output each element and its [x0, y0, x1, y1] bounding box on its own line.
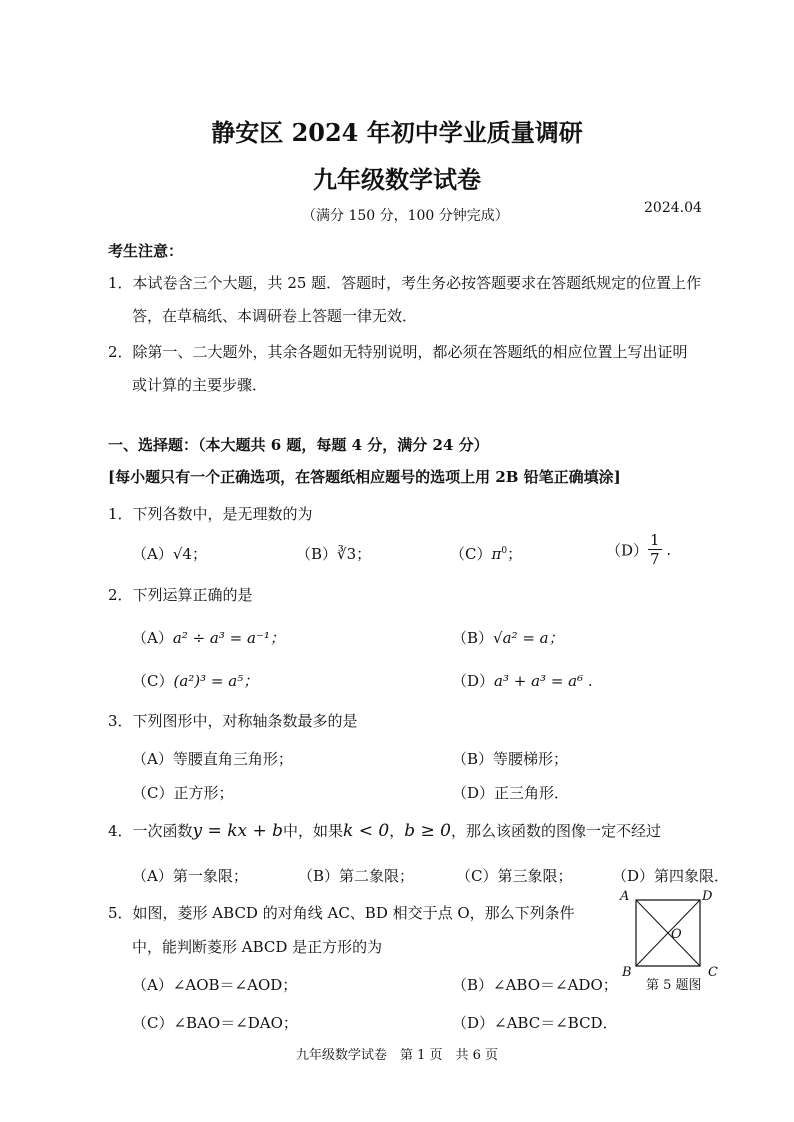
notice-item-1-line-1: 1．本试卷含三个大题，共 25 题．答题时，考生务必按答题要求在答题纸规定的位置上作: [108, 274, 702, 292]
q4-comma: ，: [389, 822, 405, 840]
q2-option-b-expr: √a² = a；: [493, 629, 564, 647]
q4-option-d: （D）第四象限．: [612, 867, 730, 885]
notice-item-2-line-1: 2．除第一、二大题外，其余各题如无特别说明，都必须在答题纸的相应位置上写出证明: [108, 343, 688, 361]
q1-option-b-label: （B）: [296, 545, 338, 563]
q2-option-d: [452, 670, 593, 691]
page-title: 静安区 2024 年初中学业质量调研: [211, 118, 583, 147]
q1-option-b: （B）∛3；: [296, 545, 372, 563]
q5-stem-line-2: 中，能判断菱形 ABCD 是正方形的为: [132, 938, 383, 956]
q3-stem: 3．下列图形中，对称轴条数最多的是: [108, 712, 358, 730]
q4-function: y = kx + b: [192, 821, 284, 841]
notice-item-2-line-2: 或计算的主要步骤．: [132, 376, 268, 394]
q1-option-d-label: （D）: [606, 541, 649, 560]
q2-option-a: [132, 627, 285, 648]
q2-option-a-label: （A）: [132, 629, 173, 647]
q5-option-b: （B）∠ABO＝∠ADO；: [452, 976, 618, 994]
q3-option-b: （B）等腰梯形；: [452, 750, 569, 768]
q1-stem: 1．下列各数中，是无理数的为: [108, 505, 313, 523]
q1-option-a-expr: √4: [172, 545, 192, 563]
page-footer: 九年级数学试卷 第 1 页 共 6 页: [295, 1048, 499, 1063]
q4-condition-b: b ≥ 0: [404, 821, 451, 841]
q1-option-a-label: （A）: [132, 545, 173, 563]
q5-stem-line-1: 5．如图，菱形 ABCD 的对角线 AC、BD 相交于点 O，那么下列条件: [108, 904, 575, 922]
q2-option-c-expr: (a²)³ = a⁵；: [173, 672, 259, 690]
q4-option-a: （A）第一象限；: [132, 867, 248, 885]
q3-option-a: （A）等腰直角三角形；: [132, 750, 293, 768]
center-label-o: O: [671, 927, 682, 942]
q5-option-a: （A）∠AOB＝∠AOD；: [132, 976, 298, 994]
q4-condition-k: k < 0: [343, 821, 390, 841]
q1-option-a: （A）√4；: [132, 545, 207, 563]
q4-stem-mid: 中，如果: [283, 822, 344, 840]
page-subtitle: 九年级数学试卷: [313, 165, 481, 194]
q1-option-b-expr: ∛3: [337, 545, 357, 563]
q4-option-c: （C）第三象限；: [456, 867, 573, 885]
section-1-heading: 一、选择题：（本大题共 6 题，每题 4 分，满分 24 分）: [108, 436, 489, 454]
q5-option-d: （D）∠ABC＝∠BCD．: [452, 1014, 618, 1032]
q2-option-d-label: （D）: [452, 672, 495, 690]
q2-option-c: [132, 670, 258, 691]
q1-option-c-label: （C）: [450, 545, 492, 563]
vertex-label-b: B: [622, 965, 632, 980]
q2-option-c-label: （C）: [132, 672, 174, 690]
q4-option-b: （B）第二象限；: [298, 867, 415, 885]
q2-option-b-label: （B）: [452, 629, 494, 647]
q2-option-d-expr: a³ + a³ = a⁶ .: [494, 672, 593, 690]
q1-option-d-fraction: [648, 533, 662, 567]
q1-option-d-numerator: 1: [650, 531, 660, 549]
q4-stem: [108, 820, 661, 841]
vertex-label-c: C: [708, 965, 718, 980]
q2-option-b: [452, 627, 564, 648]
q5-option-c: （C）∠BAO＝∠DAO；: [132, 1014, 298, 1032]
q4-stem-after: ，那么该函数的图像一定不经过: [450, 822, 661, 840]
notice-item-1-line-2: 答，在草稿纸、本调研卷上答题一律无效．: [132, 307, 418, 325]
vertex-label-a: A: [620, 889, 630, 904]
q1-option-d: （D） $\frac{1}{7}$ .: [606, 531, 672, 568]
notice-heading: 考生注意：: [108, 242, 184, 260]
q1-option-c-expr: π: [491, 545, 502, 563]
q5-figure-caption: 第 5 题图: [646, 978, 702, 993]
score-note: （满分 150 分，100 分钟完成）: [302, 208, 509, 224]
q1-option-c: $(C)\pi^0$；: [450, 545, 523, 563]
q3-option-d: （D）正三角形．: [452, 784, 570, 802]
q2-stem: 2．下列运算正确的是: [108, 586, 253, 604]
q1-option-d-denominator: 7: [650, 550, 660, 568]
q2-option-a-expr: a² ÷ a³ = a⁻¹；: [172, 629, 285, 647]
exam-date: 2024.04: [644, 200, 702, 216]
section-1-instruction: [每小题只有一个正确选项，在答题纸相应题号的选项上用 2B 铅笔正确填涂]: [108, 468, 621, 486]
q3-option-c: （C）正方形；: [132, 784, 234, 802]
vertex-label-d: D: [702, 889, 713, 904]
q4-stem-before: 4．一次函数: [108, 822, 193, 840]
